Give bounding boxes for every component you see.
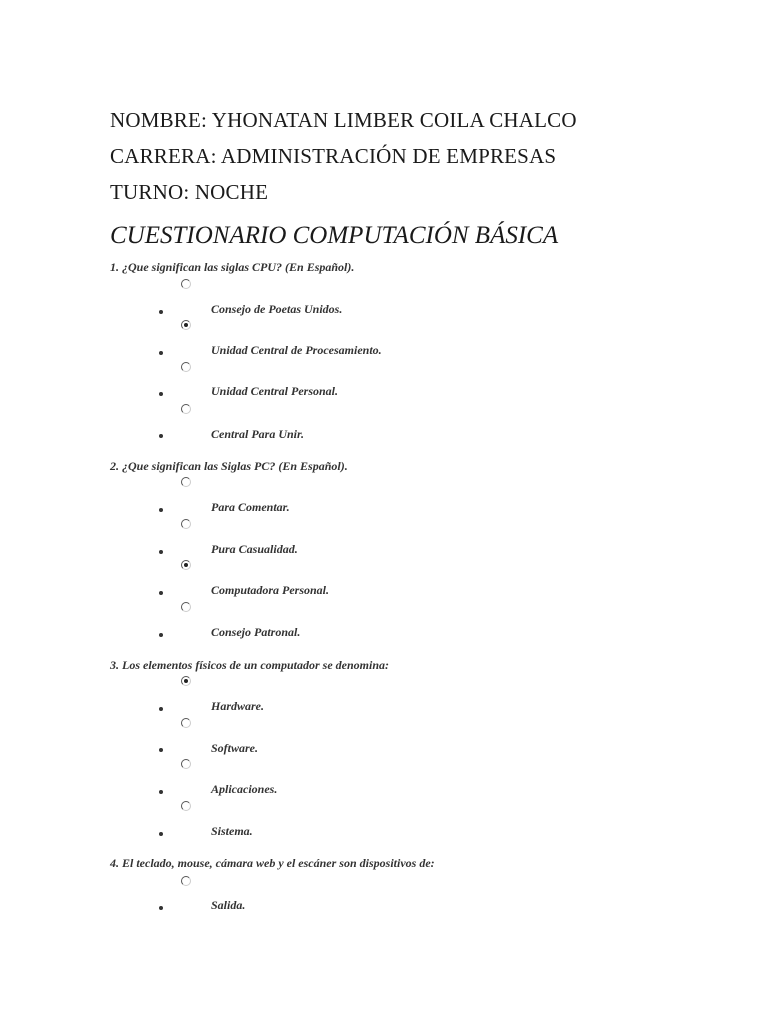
question-4-text: 4. El teclado, mouse, cámara web y el escáner son dispositivos de: xyxy=(110,856,435,870)
question-1-option-2-radio[interactable] xyxy=(181,320,191,330)
question-1-option-4-radio[interactable] xyxy=(181,404,191,414)
question-3-text: 3. Los elementos físicos de un computador se denomina: xyxy=(110,658,389,672)
question-3-option-1-radio[interactable] xyxy=(181,676,191,686)
question-1-option-4-label: Central Para Unir. xyxy=(211,427,305,441)
bullet-icon xyxy=(159,832,163,836)
question-1-option-3-radio[interactable] xyxy=(181,362,191,372)
bullet-icon xyxy=(159,707,163,711)
question-3-option-3-label: Aplicaciones. xyxy=(211,782,278,796)
question-4-option-1-label: Salida. xyxy=(211,898,246,912)
student-shift: TURNO: NOCHE xyxy=(110,180,269,204)
bullet-icon xyxy=(159,392,163,396)
question-2-option-3-label: Computadora Personal. xyxy=(211,583,330,597)
question-1-option-1-radio[interactable] xyxy=(181,279,191,289)
question-1-option-2-label: Unidad Central de Procesamiento. xyxy=(211,343,382,357)
question-2-option-2-label: Pura Casualidad. xyxy=(211,542,298,556)
student-name: NOMBRE: YHONATAN LIMBER COILA CHALCO xyxy=(110,108,577,132)
question-3-option-4-radio[interactable] xyxy=(181,801,191,811)
question-2-option-4-radio[interactable] xyxy=(181,602,191,612)
question-3-option-1-label: Hardware. xyxy=(211,699,265,713)
question-1-text: 1. ¿Que significan las siglas CPU? (En Español). xyxy=(110,260,355,274)
question-2-text: 2. ¿Que significan las Siglas PC? (En Español). xyxy=(110,459,348,473)
question-2-option-1-label: Para Comentar. xyxy=(211,500,290,514)
student-career: CARRERA: ADMINISTRACIÓN DE EMPRESAS xyxy=(110,144,557,168)
bullet-icon xyxy=(159,748,163,752)
question-3-option-2-label: Software. xyxy=(211,741,259,755)
bullet-icon xyxy=(159,633,163,637)
bullet-icon xyxy=(159,310,163,314)
bullet-icon xyxy=(159,434,163,438)
question-2-option-4-label: Consejo Patronal. xyxy=(211,625,301,639)
bullet-icon xyxy=(159,790,163,794)
question-3-option-2-radio[interactable] xyxy=(181,718,191,728)
bullet-icon xyxy=(159,591,163,595)
bullet-icon xyxy=(159,508,163,512)
question-4-option-1-radio[interactable] xyxy=(181,876,191,886)
bullet-icon xyxy=(159,906,163,910)
question-2-option-2-radio[interactable] xyxy=(181,519,191,529)
question-3-option-3-radio[interactable] xyxy=(181,759,191,769)
bullet-icon xyxy=(159,550,163,554)
question-2-option-1-radio[interactable] xyxy=(181,477,191,487)
question-2-option-3-radio[interactable] xyxy=(181,560,191,570)
bullet-icon xyxy=(159,351,163,355)
question-1-option-1-label: Consejo de Poetas Unidos. xyxy=(211,302,343,316)
question-1-option-3-label: Unidad Central Personal. xyxy=(211,384,339,398)
question-3-option-4-label: Sistema. xyxy=(211,824,253,838)
page-title: CUESTIONARIO COMPUTACIÓN BÁSICA xyxy=(110,222,559,249)
